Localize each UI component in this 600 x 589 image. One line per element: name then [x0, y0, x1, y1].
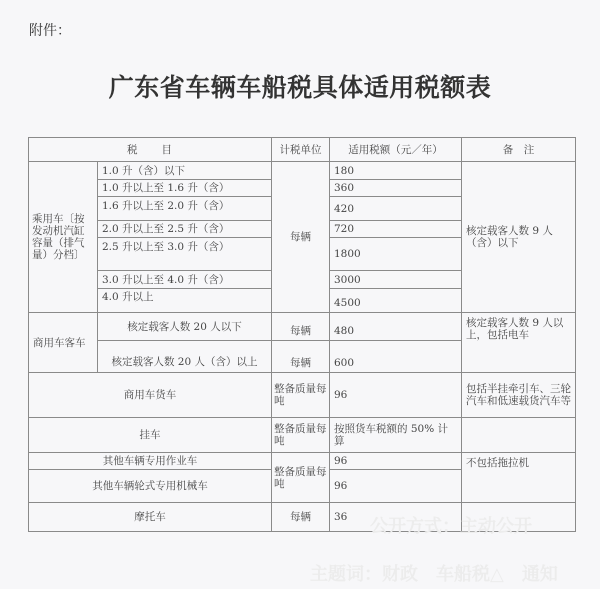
- range-cell: 3.0 升以上至 4.0 升（含）: [98, 271, 272, 289]
- amount-cell: 480: [330, 313, 462, 341]
- other-item: 其他车辆轮式专用机械车: [29, 470, 272, 503]
- motorcycle-amount: 36: [330, 503, 462, 532]
- range-cell: 4.0 升以上: [98, 289, 272, 313]
- amount-cell: 600: [330, 341, 462, 373]
- other-unit: 整备质量每吨: [272, 453, 330, 503]
- trailer-remark: [462, 418, 576, 453]
- bus-category: 商用车客车: [29, 313, 98, 373]
- table-row: [29, 162, 576, 180]
- range-cell: 1.6 升以上至 2.0 升（含）: [98, 197, 272, 221]
- amount-cell: 1800: [330, 238, 462, 271]
- table-row: [29, 453, 576, 470]
- header-remark: 备 注: [462, 138, 576, 162]
- truck-remark: 包括半挂牵引车、三轮汽车和低速载货汽车等: [462, 373, 576, 418]
- truck-amount: 96: [330, 373, 462, 418]
- other-item: 其他车辆专用作业车: [29, 453, 272, 470]
- passenger-unit: 每辆: [272, 162, 330, 313]
- header-unit: 计税单位: [272, 138, 330, 162]
- header-item: 税 目: [29, 138, 272, 162]
- table-row: [29, 418, 576, 453]
- table-header-row: [29, 138, 576, 162]
- bus-remark: 核定载客人数 9 人以上，包括电车: [462, 313, 576, 373]
- range-cell: 1.0 升（含）以下: [98, 162, 272, 180]
- attachment-label: 附件：: [29, 23, 71, 39]
- amount-cell: 360: [330, 180, 462, 197]
- amount-cell: 720: [330, 221, 462, 238]
- document-title: 广东省车辆车船税具体适用税额表: [108, 73, 492, 102]
- trailer-item: 挂车: [29, 418, 272, 453]
- watermark-keywords: 主题词：财政 车船税△ 通知: [310, 564, 558, 585]
- tax-rate-table: [28, 137, 576, 532]
- amount-cell: 96: [330, 470, 462, 503]
- truck-item: 商用车货车: [29, 373, 272, 418]
- passenger-category: 乘用车〔按发动机汽缸容量（排气量）分档〕: [29, 162, 98, 313]
- unit-cell: 每辆: [272, 313, 330, 341]
- range-cell: 核定载客人数 20 人以下: [98, 313, 272, 341]
- other-remark: 不包括拖拉机: [462, 453, 576, 503]
- amount-cell: 96: [330, 453, 462, 470]
- unit-cell: 每辆: [272, 341, 330, 373]
- motorcycle-unit: 每辆: [272, 503, 330, 532]
- watermark-disclosure: 公开方式：主动公开: [370, 516, 532, 537]
- trailer-amount: 按照货车税额的 50% 计算: [330, 418, 462, 453]
- range-cell: 1.0 升以上至 1.6 升（含）: [98, 180, 272, 197]
- motorcycle-item: 摩托车: [29, 503, 272, 532]
- amount-cell: 180: [330, 162, 462, 180]
- amount-cell: 3000: [330, 271, 462, 289]
- table-row: [29, 373, 576, 418]
- table-row: [29, 313, 576, 341]
- range-cell: 2.5 升以上至 3.0 升（含）: [98, 238, 272, 271]
- truck-unit: 整备质量每吨: [272, 373, 330, 418]
- header-amount: 适用税额（元／年）: [330, 138, 462, 162]
- range-cell: 核定载客人数 20 人（含）以上: [98, 341, 272, 373]
- trailer-unit: 整备质量每吨: [272, 418, 330, 453]
- passenger-remark: 核定载客人数 9 人（含）以下: [462, 162, 576, 313]
- amount-cell: 420: [330, 197, 462, 221]
- amount-cell: 4500: [330, 289, 462, 313]
- range-cell: 2.0 升以上至 2.5 升（含）: [98, 221, 272, 238]
